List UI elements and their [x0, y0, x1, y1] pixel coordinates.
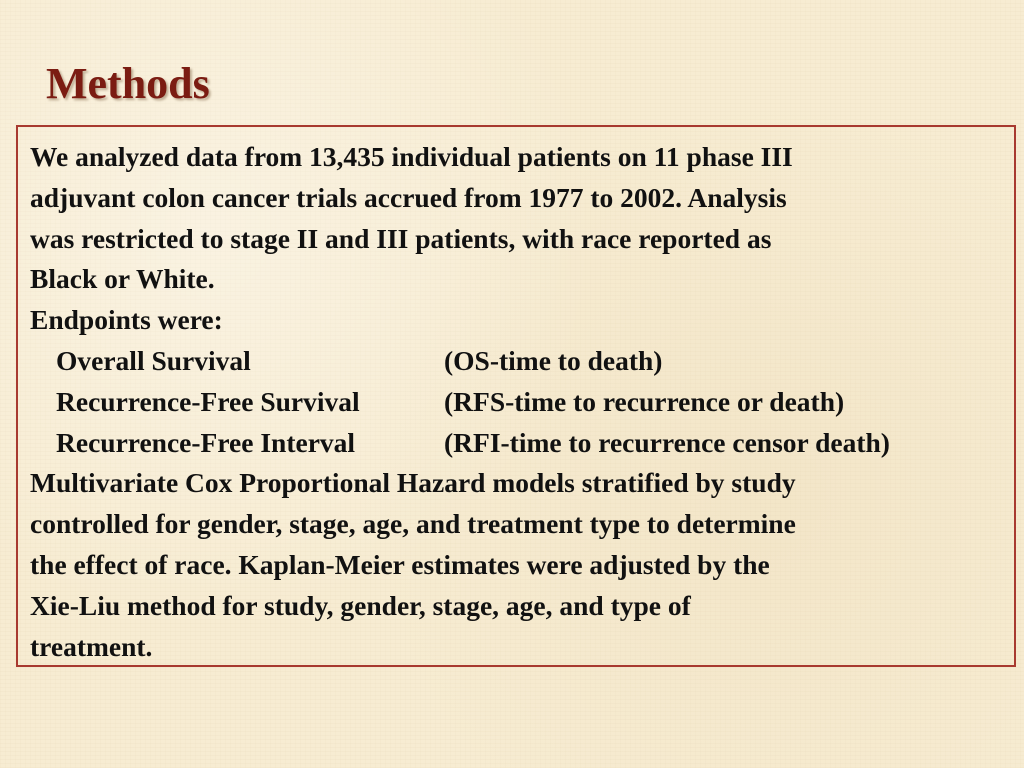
methods-text-box — [16, 125, 1016, 667]
intro-line: was restricted to stage II and III patients, with race reported as — [30, 222, 772, 254]
slide-title: Methods — [46, 59, 210, 108]
intro-line: We analyzed data from 13,435 individual patients on 11 phase III — [30, 141, 793, 172]
closing-line: controlled for gender, stage, age, and treatment type to determine — [30, 508, 796, 540]
endpoint-name: Recurrence-Free Survival — [56, 385, 360, 417]
endpoint-row-rfs — [30, 382, 1014, 423]
closing-line: the effect of race. Kaplan-Meier estimates were adjusted by the — [30, 548, 770, 580]
endpoint-name: Overall Survival — [56, 344, 251, 376]
intro-line: adjuvant colon cancer trials accrued from 1977 to 2002. Analysis — [30, 181, 787, 213]
endpoints-heading: Endpoints were: — [30, 304, 223, 336]
closing-line: Xie-Liu method for study, gender, stage, age, and type of — [30, 589, 691, 621]
endpoint-definition: (RFI-time to recurrence censor death) — [444, 426, 890, 458]
closing-line: treatment. — [30, 630, 153, 662]
endpoint-name: Recurrence-Free Interval — [56, 426, 356, 458]
endpoint-row-rfi — [30, 423, 1014, 464]
endpoint-definition: (OS-time to death) — [444, 344, 663, 376]
endpoint-row-os — [30, 341, 1014, 382]
intro-line: Black or White. — [30, 263, 215, 295]
closing-line: Multivariate Cox Proportional Hazard models stratified by study — [30, 467, 796, 499]
endpoint-definition: (RFS-time to recurrence or death) — [444, 385, 845, 417]
